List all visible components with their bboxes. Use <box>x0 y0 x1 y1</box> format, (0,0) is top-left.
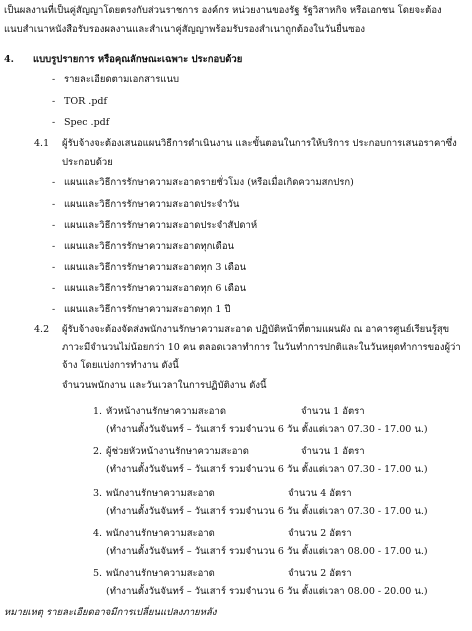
plan-item: แผนและวิธีการรักษาความสะอาดประจำสัปดาห์ <box>64 220 258 231</box>
attachment-item: รายละเอียดตามเอกสารแนบ <box>64 74 179 85</box>
item-text: ประกอบด้วย <box>62 157 113 168</box>
bullet-dash: - <box>52 74 56 85</box>
plan-item: แผนและวิธีการรักษาความสะอาดทุก 6 เดือน <box>64 283 247 294</box>
staff-schedule: (ทำงานตั้งวันจันทร์ – วันเสาร์ รวมจำนวน 6 วัน ตั้งแต่เวลา 07.30 - 17.00 น.) <box>106 506 428 517</box>
item-text: จำนวนพนักงาน และวันเวลาในการปฏิบัติงาน ดังนี้ <box>62 380 267 391</box>
staff-count: จำนวน 1 อัตรา <box>301 406 365 417</box>
bullet-dash: - <box>52 199 56 210</box>
bullet-dash: - <box>52 96 56 107</box>
staff-count: จำนวน 1 อัตรา <box>301 446 365 457</box>
item-number: 4.1 <box>34 138 50 149</box>
plan-item: แผนและวิธีการรักษาความสะอาดประจำวัน <box>64 199 240 210</box>
staff-number: 5. <box>93 568 103 579</box>
bullet-dash: - <box>52 241 56 252</box>
intro-line: เป็นผลงานที่เป็นคู่สัญญาโดยตรงกับส่วนราชการ องค์กร หน่วยงานของรัฐ รัฐวิสาหกิจ หรือเอกชน โดยจะต้อง <box>4 5 442 16</box>
bullet-dash: - <box>52 283 56 294</box>
bullet-dash: - <box>52 220 56 231</box>
item-text: จ้าง โดยแบ่งการทำงาน ดังนี้ <box>62 360 179 371</box>
staff-count: จำนวน 4 อัตรา <box>288 488 352 499</box>
staff-position: หัวหน้างานรักษาความสะอาด <box>106 406 227 417</box>
staff-position: พนักงานรักษาความสะอาด <box>106 568 215 579</box>
staff-schedule: (ทำงานตั้งวันจันทร์ – วันเสาร์ รวมจำนวน 6 วัน ตั้งแต่เวลา 07.30 - 17.00 น.) <box>106 464 428 475</box>
staff-count: จำนวน 2 อัตรา <box>288 568 352 579</box>
bullet-dash: - <box>52 117 56 128</box>
staff-schedule: (ทำงานตั้งวันจันทร์ – วันเสาร์ รวมจำนวน 6 วัน ตั้งแต่เวลา 08.00 - 20.00 น.) <box>106 586 428 597</box>
plan-item: แผนและวิธีการรักษาความสะอาดทุกเดือน <box>64 241 235 252</box>
staff-number: 1. <box>93 406 103 417</box>
bullet-dash: - <box>52 262 56 273</box>
staff-position: ผู้ช่วยหัวหน้างานรักษาความสะอาด <box>106 446 249 457</box>
item-text: ภาวะมีจำนวนไม่น้อยกว่า 10 คน ตลอดเวลาทำการ ในวันทำการปกติและในวันหยุดทำการของผู้ว่า <box>62 342 461 353</box>
staff-count: จำนวน 2 อัตรา <box>288 528 352 539</box>
attachment-item: TOR .pdf <box>64 96 107 107</box>
staff-number: 4. <box>93 528 103 539</box>
staff-number: 2. <box>93 446 103 457</box>
plan-item: แผนและวิธีการรักษาความสะอาดรายชั่วโมง (หรือเมื่อเกิดความสกปรก) <box>64 177 354 188</box>
staff-schedule: (ทำงานตั้งวันจันทร์ – วันเสาร์ รวมจำนวน 6 วัน ตั้งแต่เวลา 07.30 - 17.00 น.) <box>106 424 428 435</box>
item-text: ผู้รับจ้างจะต้องเสนอแผนวิธีการดำเนินงาน และขั้นตอนในการให้บริการ ประกอบการเสนอราคาซึ่ง <box>62 138 457 149</box>
section-number: 4. <box>4 54 14 65</box>
plan-item: แผนและวิธีการรักษาความสะอาดทุก 3 เดือน <box>64 262 247 273</box>
footnote: หมายเหตุ รายละเอียดอาจมีการเปลี่ยนแปลงภายหลัง <box>4 607 217 618</box>
plan-item: แผนและวิธีการรักษาความสะอาดทุก 1 ปี <box>64 304 231 315</box>
staff-position: พนักงานรักษาความสะอาด <box>106 528 215 539</box>
item-number: 4.2 <box>34 324 50 335</box>
attachment-item: Spec .pdf <box>64 117 110 128</box>
staff-position: พนักงานรักษาความสะอาด <box>106 488 215 499</box>
intro-line: แนบสำเนาหนังสือรับรองผลงานและสำเนาคู่สัญญาพร้อมรับรองสำเนาถูกต้องในวันยื่นซอง <box>4 24 366 35</box>
staff-schedule: (ทำงานตั้งวันจันทร์ – วันเสาร์ รวมจำนวน 6 วัน ตั้งแต่เวลา 08.00 - 17.00 น.) <box>106 546 428 557</box>
bullet-dash: - <box>52 304 56 315</box>
item-text: ผู้รับจ้างจะต้องจัดส่งพนักงานรักษาความสะอาด ปฏิบัติหน้าที่ตามแผนผัง ณ อาคารศูนย์เรียนรู้สุข <box>62 324 450 335</box>
section-title: แบบรูปรายการ หรือคุณลักษณะเฉพาะ ประกอบด้วย <box>33 54 243 65</box>
bullet-dash: - <box>52 177 56 188</box>
staff-number: 3. <box>93 488 103 499</box>
